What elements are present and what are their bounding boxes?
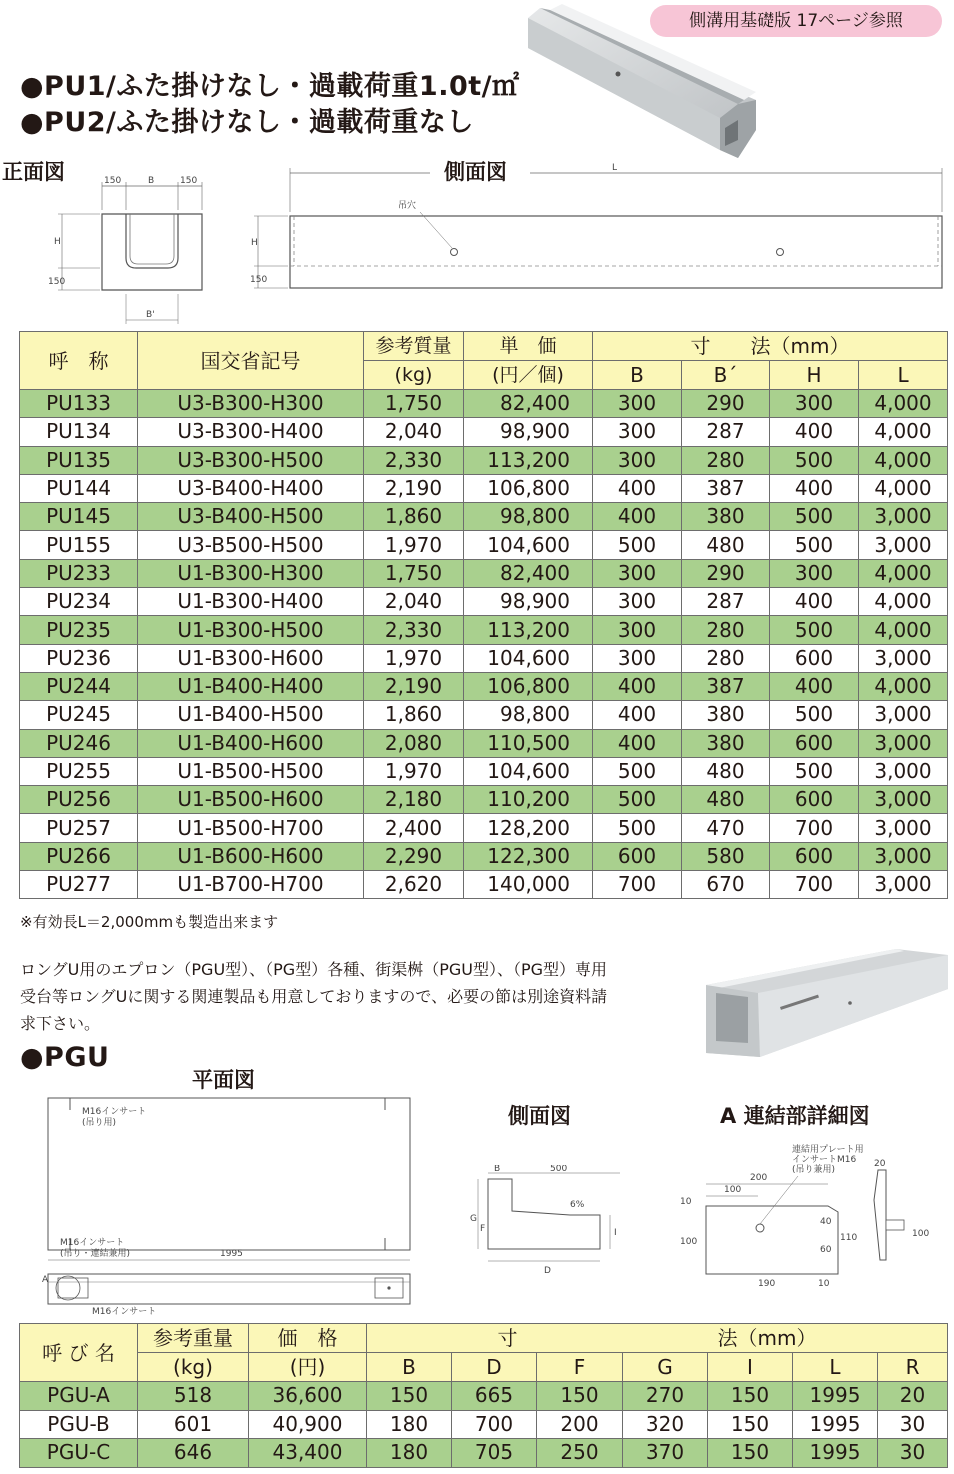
table-cell: 104,600 xyxy=(464,531,593,559)
table-cell: 98,800 xyxy=(464,503,593,531)
detail-dim-100: 100 xyxy=(724,1185,742,1195)
header-h: H xyxy=(770,361,859,390)
detail-dim-110: 110 xyxy=(840,1233,858,1243)
table-cell: U3-B500-H500 xyxy=(138,531,364,559)
front-view-label: 正面図 xyxy=(2,160,65,184)
table-cell: 280 xyxy=(682,644,770,672)
table-cell: 30 xyxy=(878,1439,948,1468)
table-cell: 2,190 xyxy=(364,672,464,700)
table-cell: 1,860 xyxy=(364,701,464,729)
pgu-header-d: D xyxy=(452,1353,537,1382)
table-row xyxy=(20,1382,948,1411)
table-cell: 320 xyxy=(623,1410,708,1439)
table-row xyxy=(20,842,948,870)
table-cell: 113,200 xyxy=(464,446,593,474)
table-cell: 370 xyxy=(623,1439,708,1468)
pgu-side-drawing xyxy=(440,1165,640,1285)
table-cell: 2,040 xyxy=(364,588,464,616)
table-cell: 1995 xyxy=(793,1410,878,1439)
pgu-dim-d: D xyxy=(544,1266,551,1276)
table-cell: 150 xyxy=(708,1439,793,1468)
table-cell: PU244 xyxy=(20,672,138,700)
table-cell: 150 xyxy=(708,1382,793,1411)
table-cell: 2,330 xyxy=(364,446,464,474)
table-cell: 43,400 xyxy=(249,1439,367,1468)
pgu-header-weight: 参考重量 xyxy=(138,1324,249,1353)
table-cell: U3-B300-H500 xyxy=(138,446,364,474)
table-cell: U1-B400-H400 xyxy=(138,672,364,700)
table-row xyxy=(20,701,948,729)
table-cell: 2,400 xyxy=(364,814,464,842)
dim-bprime: B' xyxy=(146,310,155,320)
table-cell: 300 xyxy=(593,390,682,418)
table-cell: 480 xyxy=(682,786,770,814)
length-note: ※有効長L＝2,000mmも製造出来ます xyxy=(20,913,279,931)
table-cell: 601 xyxy=(138,1410,249,1439)
table-cell: 98,800 xyxy=(464,701,593,729)
table-cell: 104,600 xyxy=(464,757,593,785)
table-cell: PU256 xyxy=(20,786,138,814)
table-cell: 287 xyxy=(682,588,770,616)
table-cell: 2,040 xyxy=(364,418,464,446)
table-cell: 380 xyxy=(682,503,770,531)
table-cell: 4,000 xyxy=(859,418,948,446)
detail-dim-100-left: 100 xyxy=(680,1237,698,1247)
table-cell: 387 xyxy=(682,474,770,502)
table-cell: 4,000 xyxy=(859,390,948,418)
reference-badge: 側溝用基礎版 17ページ参照 xyxy=(650,5,942,37)
front-view-drawing xyxy=(40,170,220,330)
table-cell: 400 xyxy=(593,672,682,700)
table-cell: 3,000 xyxy=(859,503,948,531)
table-cell: PU234 xyxy=(20,588,138,616)
table-cell: PU135 xyxy=(20,446,138,474)
insert-label-bottom: M16インサート xyxy=(60,1238,125,1248)
table-cell: PU277 xyxy=(20,871,138,899)
table-cell: PU133 xyxy=(20,390,138,418)
pgu-header-price-unit: (円) xyxy=(249,1353,367,1382)
table-cell: 150 xyxy=(537,1382,623,1411)
table-cell: 600 xyxy=(770,786,859,814)
table-cell: U3-B300-H400 xyxy=(138,418,364,446)
detail-dim-190: 190 xyxy=(758,1279,776,1289)
table-cell: 1995 xyxy=(793,1439,878,1468)
table-cell: 3,000 xyxy=(859,842,948,870)
pgu-header-b: B xyxy=(367,1353,452,1382)
table-cell: 4,000 xyxy=(859,616,948,644)
table-cell: 1,860 xyxy=(364,503,464,531)
table-row xyxy=(20,588,948,616)
insert-label-top: M16インサート xyxy=(82,1107,147,1117)
lift-label: (吊り用) xyxy=(82,1118,117,1128)
table-cell: 280 xyxy=(682,616,770,644)
table-cell: 705 xyxy=(452,1439,537,1468)
detail-view-label: A 連結部詳細図 xyxy=(720,1104,870,1128)
table-cell: 2,330 xyxy=(364,616,464,644)
table-cell: 1,750 xyxy=(364,390,464,418)
table-cell: PGU-C xyxy=(20,1439,138,1468)
table-cell: 106,800 xyxy=(464,474,593,502)
table-cell: PU145 xyxy=(20,503,138,531)
table-cell: 280 xyxy=(682,446,770,474)
detail-dim-60: 60 xyxy=(820,1245,832,1255)
plate-insert-label: 連結用プレート用 xyxy=(792,1145,864,1155)
table-cell: 670 xyxy=(682,871,770,899)
pgu-header-l: L xyxy=(793,1353,878,1382)
header-b: B xyxy=(593,361,682,390)
table-row xyxy=(20,871,948,899)
table-cell: PU233 xyxy=(20,559,138,587)
table-cell: 380 xyxy=(682,701,770,729)
table-cell: 106,800 xyxy=(464,672,593,700)
table-cell: 1,970 xyxy=(364,531,464,559)
table-cell: 646 xyxy=(138,1439,249,1468)
table-cell: U1-B300-H500 xyxy=(138,616,364,644)
table-cell: 1,970 xyxy=(364,644,464,672)
related-products-paragraph: ロングU用のエプロン（PGU型）、（PG型）各種、街渠桝（PGU型）、（PG型）専用受台等ロングUに関する関連製品も用意しておりますので、必要の節は別途資料請求下さい。 xyxy=(20,960,608,1033)
table-cell: 300 xyxy=(593,588,682,616)
table-row xyxy=(20,757,948,785)
table-cell: 110,200 xyxy=(464,786,593,814)
table-cell: 4,000 xyxy=(859,446,948,474)
table-cell: 20 xyxy=(878,1382,948,1411)
pu2-heading: ●PU2/ふた掛けなし・過載荷重なし xyxy=(20,107,474,138)
table-cell: 82,400 xyxy=(464,559,593,587)
pgu-dim-f: F xyxy=(480,1224,486,1234)
table-cell: U1-B300-H600 xyxy=(138,644,364,672)
insert-m16-label: インサートM16 xyxy=(792,1155,857,1165)
table-cell: 2,290 xyxy=(364,842,464,870)
hole-label: 吊穴 xyxy=(398,201,417,211)
table-row xyxy=(20,446,948,474)
table-cell: 387 xyxy=(682,672,770,700)
pgu-photo xyxy=(700,945,950,1065)
table-cell: 600 xyxy=(593,842,682,870)
table-cell: 4,000 xyxy=(859,588,948,616)
table-cell: 128,200 xyxy=(464,814,593,842)
table-cell: 300 xyxy=(770,390,859,418)
table-cell: 287 xyxy=(682,418,770,446)
table-row xyxy=(20,786,948,814)
lift-combined-label: (吊り兼用) xyxy=(792,1165,836,1175)
table-cell: 480 xyxy=(682,757,770,785)
table-cell: 400 xyxy=(593,503,682,531)
table-cell: PU246 xyxy=(20,729,138,757)
table-cell: 700 xyxy=(770,814,859,842)
table-cell: 500 xyxy=(770,446,859,474)
side-view-drawing xyxy=(250,160,950,300)
detail-dim-10-top: 10 xyxy=(680,1197,692,1207)
table-row xyxy=(20,1439,948,1468)
table-cell: 518 xyxy=(138,1382,249,1411)
table-row xyxy=(20,531,948,559)
table-cell: 40,900 xyxy=(249,1410,367,1439)
dim-150-left: 150 xyxy=(104,176,122,186)
table-row xyxy=(20,672,948,700)
table-cell: 500 xyxy=(770,616,859,644)
pgu-header-r: R xyxy=(878,1353,948,1382)
table-cell: 110,500 xyxy=(464,729,593,757)
table-cell: 4,000 xyxy=(859,672,948,700)
table-cell: 3,000 xyxy=(859,871,948,899)
table-cell: 500 xyxy=(593,814,682,842)
table-cell: 2,620 xyxy=(364,871,464,899)
table-cell: 400 xyxy=(770,474,859,502)
table-cell: U1-B300-H400 xyxy=(138,588,364,616)
length-1995: 1995 xyxy=(220,1249,243,1259)
table-cell: 2,190 xyxy=(364,474,464,502)
table-cell: 400 xyxy=(593,729,682,757)
table-cell: 98,900 xyxy=(464,418,593,446)
table-row xyxy=(20,474,948,502)
table-cell: PU245 xyxy=(20,701,138,729)
table-cell: 400 xyxy=(593,701,682,729)
pgu-dim-6pct: 6% xyxy=(570,1200,585,1210)
table-cell: U3-B300-H300 xyxy=(138,390,364,418)
side-view-label: 側面図 xyxy=(440,156,511,186)
table-cell: 4,000 xyxy=(859,559,948,587)
table-cell: PGU-A xyxy=(20,1382,138,1411)
pgu-header-name: 呼 び 名 xyxy=(20,1324,138,1382)
table-cell: 600 xyxy=(770,729,859,757)
table-row xyxy=(20,729,948,757)
table-cell: 2,180 xyxy=(364,786,464,814)
header-price-unit: (円／個) xyxy=(464,361,593,390)
table-cell: U1-B700-H700 xyxy=(138,871,364,899)
table-cell: 300 xyxy=(593,446,682,474)
table-cell: 150 xyxy=(367,1382,452,1411)
header-weight-unit: (kg) xyxy=(364,361,464,390)
table-cell: 400 xyxy=(770,672,859,700)
header-l: L xyxy=(859,361,948,390)
table-cell: 150 xyxy=(708,1410,793,1439)
a-mark: A xyxy=(42,1275,49,1285)
table-cell: U1-B400-H600 xyxy=(138,729,364,757)
pgu-dim-i: I xyxy=(614,1228,617,1238)
pgu-side-view-label: 側面図 xyxy=(508,1104,571,1128)
table-cell: 113,200 xyxy=(464,616,593,644)
table-cell: 1,750 xyxy=(364,559,464,587)
table-cell: 3,000 xyxy=(859,701,948,729)
table-cell: 300 xyxy=(593,559,682,587)
table-cell: 290 xyxy=(682,559,770,587)
table-cell: 665 xyxy=(452,1382,537,1411)
table-cell: 3,000 xyxy=(859,729,948,757)
table-cell: 200 xyxy=(537,1410,623,1439)
header-dims: 寸 法（mm） xyxy=(593,332,948,361)
pgu-header-weight-unit: (kg) xyxy=(138,1353,249,1382)
table-cell: 3,000 xyxy=(859,757,948,785)
table-cell: PGU-B xyxy=(20,1410,138,1439)
table-cell: PU144 xyxy=(20,474,138,502)
table-cell: 3,000 xyxy=(859,786,948,814)
dim-150-right: 150 xyxy=(180,176,198,186)
table-cell: 500 xyxy=(770,503,859,531)
table-cell: 1995 xyxy=(793,1382,878,1411)
table-cell: 1,970 xyxy=(364,757,464,785)
table-cell: 82,400 xyxy=(464,390,593,418)
table-cell: 140,000 xyxy=(464,871,593,899)
header-weight: 参考質量 xyxy=(364,332,464,361)
pgu-header-price: 価 格 xyxy=(249,1324,367,1353)
table-cell: U1-B600-H600 xyxy=(138,842,364,870)
insert-label-side: M16インサート xyxy=(92,1307,157,1317)
table-row xyxy=(20,814,948,842)
table-cell: 580 xyxy=(682,842,770,870)
table-cell: U1-B300-H300 xyxy=(138,559,364,587)
table-cell: 600 xyxy=(770,644,859,672)
table-cell: 2,080 xyxy=(364,729,464,757)
lift-join-label: (吊り・連結兼用) xyxy=(60,1249,131,1259)
table-cell: 500 xyxy=(593,531,682,559)
detail-dim-100-right: 100 xyxy=(912,1229,930,1239)
table-cell: PU257 xyxy=(20,814,138,842)
table-row xyxy=(20,418,948,446)
detail-drawing xyxy=(668,1140,938,1290)
table-row xyxy=(20,1410,948,1439)
table-cell: U1-B500-H500 xyxy=(138,757,364,785)
pgu-header-f: F xyxy=(537,1353,623,1382)
table-cell: 36,600 xyxy=(249,1382,367,1411)
dim-h-side: H xyxy=(251,238,258,248)
table-cell: 500 xyxy=(770,701,859,729)
table-cell: PU236 xyxy=(20,644,138,672)
table-cell: PU235 xyxy=(20,616,138,644)
table-cell: 300 xyxy=(593,418,682,446)
table-cell: PU255 xyxy=(20,757,138,785)
header-code: 国交省記号 xyxy=(138,332,364,390)
table-cell: PU155 xyxy=(20,531,138,559)
header-name: 呼 称 xyxy=(20,332,138,390)
pu-spec-table xyxy=(19,331,948,899)
table-cell: 4,000 xyxy=(859,474,948,502)
pgu-spec-table xyxy=(19,1323,948,1468)
table-cell: U3-B400-H400 xyxy=(138,474,364,502)
table-cell: 500 xyxy=(593,786,682,814)
table-cell: 180 xyxy=(367,1439,452,1468)
plan-view-drawing xyxy=(40,1092,420,1317)
plan-view-label: 平面図 xyxy=(192,1068,255,1092)
table-cell: U1-B500-H600 xyxy=(138,786,364,814)
table-cell: 500 xyxy=(770,531,859,559)
table-cell: 700 xyxy=(770,871,859,899)
table-cell: 98,900 xyxy=(464,588,593,616)
table-cell: U1-B400-H500 xyxy=(138,701,364,729)
detail-dim-20: 20 xyxy=(874,1159,886,1169)
dim-b: B xyxy=(148,176,155,186)
pgu-dim-b: B xyxy=(494,1165,501,1174)
pgu-dim-500: 500 xyxy=(550,1165,568,1174)
pgu-header-dims: 寸 法（mm） xyxy=(367,1324,948,1353)
table-cell: 300 xyxy=(593,616,682,644)
table-cell: 250 xyxy=(537,1439,623,1468)
table-cell: 300 xyxy=(770,559,859,587)
table-cell: 400 xyxy=(770,588,859,616)
pgu-dim-g: G xyxy=(470,1214,477,1224)
detail-dim-10-bottom: 10 xyxy=(818,1279,830,1289)
table-cell: U1-B500-H700 xyxy=(138,814,364,842)
pgu-heading: ●PGU xyxy=(20,1042,110,1073)
dim-l: L xyxy=(612,163,618,173)
header-price: 単 価 xyxy=(464,332,593,361)
table-cell: 30 xyxy=(878,1410,948,1439)
table-row xyxy=(20,390,948,418)
table-cell: PU266 xyxy=(20,842,138,870)
table-cell: 600 xyxy=(770,842,859,870)
detail-dim-200: 200 xyxy=(750,1173,768,1183)
detail-dim-40: 40 xyxy=(820,1217,832,1227)
table-row xyxy=(20,559,948,587)
dim-150-bottom: 150 xyxy=(48,277,66,287)
dim-h-front: H xyxy=(54,237,61,247)
table-cell: 122,300 xyxy=(464,842,593,870)
table-cell: 104,600 xyxy=(464,644,593,672)
table-cell: 480 xyxy=(682,531,770,559)
table-cell: 400 xyxy=(770,418,859,446)
table-cell: 3,000 xyxy=(859,531,948,559)
table-cell: U3-B400-H500 xyxy=(138,503,364,531)
table-row xyxy=(20,616,948,644)
pgu-header-g: G xyxy=(623,1353,708,1382)
table-cell: 700 xyxy=(593,871,682,899)
table-cell: PU134 xyxy=(20,418,138,446)
table-cell: 270 xyxy=(623,1382,708,1411)
dim-150-side: 150 xyxy=(250,275,268,285)
pu1-heading: ●PU1/ふた掛けなし・過載荷重1.0t/㎡ xyxy=(20,71,520,102)
table-cell: 180 xyxy=(367,1410,452,1439)
table-row xyxy=(20,503,948,531)
table-cell: 300 xyxy=(593,644,682,672)
table-cell: 3,000 xyxy=(859,644,948,672)
table-cell: 500 xyxy=(593,757,682,785)
pgu-header-i: I xyxy=(708,1353,793,1382)
table-cell: 700 xyxy=(452,1410,537,1439)
table-cell: 290 xyxy=(682,390,770,418)
table-cell: 3,000 xyxy=(859,814,948,842)
header-bprime: B´ xyxy=(682,361,770,390)
table-cell: 470 xyxy=(682,814,770,842)
table-row xyxy=(20,644,948,672)
table-cell: 400 xyxy=(593,474,682,502)
table-cell: 380 xyxy=(682,729,770,757)
table-cell: 500 xyxy=(770,757,859,785)
